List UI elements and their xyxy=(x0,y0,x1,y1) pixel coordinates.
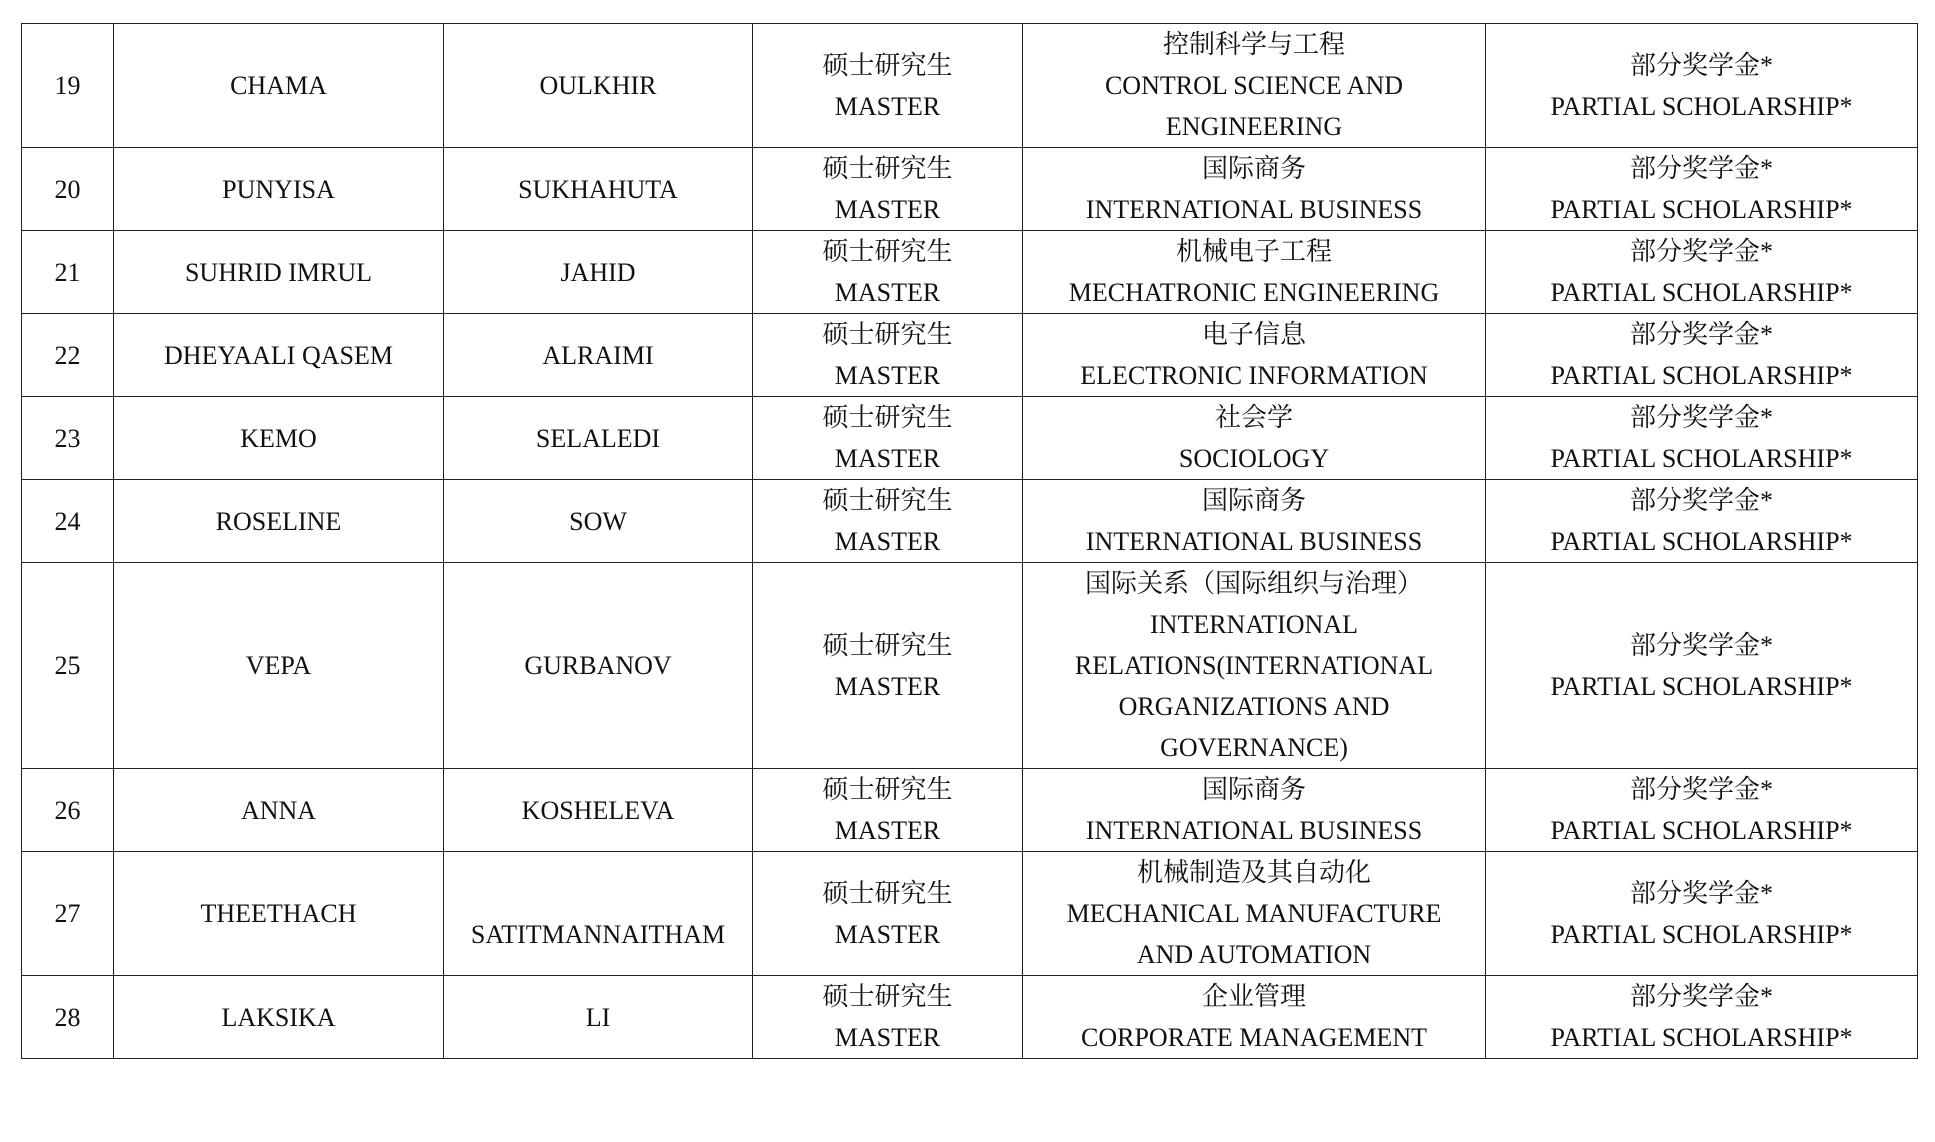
major-cell xyxy=(1023,976,1486,1059)
row-number-cell xyxy=(22,480,114,563)
scholarship-cell xyxy=(1486,852,1918,976)
scholarship-cell xyxy=(1486,769,1918,852)
degree-chinese: 硕士研究生 xyxy=(822,50,953,80)
table-row xyxy=(22,769,1918,852)
degree-english: MASTER xyxy=(834,91,941,121)
major-line: 国际商务 xyxy=(1201,486,1306,515)
row-number-cell xyxy=(22,148,114,231)
major-line: INTERNATIONAL BUSINESS xyxy=(1085,816,1423,845)
row-number: 28 xyxy=(54,1002,81,1032)
last-name-cell xyxy=(444,563,753,769)
degree-english: MASTER xyxy=(834,444,941,473)
degree-chinese: 硕士研究生 xyxy=(822,237,953,266)
last-name: OULKHIR xyxy=(539,71,657,100)
first-name-cell xyxy=(114,563,444,769)
major-line: ORGANIZATIONS AND xyxy=(1118,692,1390,721)
major-line: SOCIOLOGY xyxy=(1178,444,1330,473)
row-number-cell xyxy=(22,397,114,480)
scholarship-english: PARTIAL SCHOLARSHIP* xyxy=(1550,278,1853,307)
last-name: LI xyxy=(585,1002,611,1032)
first-name-cell xyxy=(114,148,444,231)
last-name: KOSHELEVA xyxy=(521,795,675,825)
row-number: 25 xyxy=(54,651,81,680)
first-name-cell xyxy=(114,976,444,1059)
major-line: ELECTRONIC INFORMATION xyxy=(1080,361,1428,390)
last-name: JAHID xyxy=(560,257,636,287)
degree-english: MASTER xyxy=(834,919,941,949)
row-number-cell xyxy=(22,769,114,852)
degree-chinese: 硕士研究生 xyxy=(822,775,953,804)
row-number: 24 xyxy=(54,506,81,536)
last-name-cell xyxy=(444,769,753,852)
scholarship-cell xyxy=(1486,231,1918,314)
major-cell xyxy=(1023,314,1486,397)
table-row xyxy=(22,24,1918,148)
major-cell xyxy=(1023,231,1486,314)
last-name-cell xyxy=(444,852,753,976)
row-number-cell xyxy=(22,852,114,976)
table-row xyxy=(22,314,1918,397)
degree-english: MASTER xyxy=(834,195,941,224)
table-row xyxy=(22,976,1918,1059)
last-name-cell xyxy=(444,976,753,1059)
degree-english: MASTER xyxy=(834,1023,941,1052)
scholarship-english: PARTIAL SCHOLARSHIP* xyxy=(1550,444,1853,473)
major-line: CONTROL SCIENCE AND xyxy=(1104,71,1404,100)
scholarship-table xyxy=(21,23,1918,1059)
degree-cell xyxy=(753,314,1023,397)
last-name-cell xyxy=(444,148,753,231)
major-cell xyxy=(1023,563,1486,769)
scholarship-chinese: 部分奖学金* xyxy=(1629,878,1773,908)
first-name-cell xyxy=(114,480,444,563)
degree-chinese: 硕士研究生 xyxy=(822,878,953,908)
table-row xyxy=(22,231,1918,314)
row-number-cell xyxy=(22,314,114,397)
row-number-cell xyxy=(22,976,114,1059)
degree-chinese: 硕士研究生 xyxy=(822,154,953,183)
scholarship-english: PARTIAL SCHOLARSHIP* xyxy=(1550,195,1853,224)
first-name: VEPA xyxy=(245,651,312,680)
scholarship-chinese: 部分奖学金* xyxy=(1629,403,1773,432)
first-name-cell xyxy=(114,852,444,976)
first-name: PUNYISA xyxy=(222,174,335,204)
degree-english: MASTER xyxy=(834,816,941,845)
row-number-cell xyxy=(22,563,114,769)
scholarship-chinese: 部分奖学金* xyxy=(1629,50,1773,80)
first-name: LAKSIKA xyxy=(221,1002,336,1032)
first-name: ROSELINE xyxy=(215,506,342,536)
scholarship-chinese: 部分奖学金* xyxy=(1629,320,1773,349)
first-name: SUHRID IMRUL xyxy=(184,257,373,287)
last-name-cell xyxy=(444,231,753,314)
major-cell xyxy=(1023,148,1486,231)
scholarship-cell xyxy=(1486,148,1918,231)
major-line: 机械制造及其自动化 xyxy=(1136,858,1371,887)
major-line: 社会学 xyxy=(1214,403,1293,432)
major-line: AND AUTOMATION xyxy=(1136,940,1372,969)
major-line: RELATIONS(INTERNATIONAL xyxy=(1074,651,1434,680)
major-line: 电子信息 xyxy=(1201,320,1306,349)
first-name-cell xyxy=(114,231,444,314)
major-line: INTERNATIONAL BUSINESS xyxy=(1085,527,1423,556)
major-cell xyxy=(1023,769,1486,852)
degree-chinese: 硕士研究生 xyxy=(822,982,953,1011)
scholarship-cell xyxy=(1486,480,1918,563)
scholarship-cell xyxy=(1486,314,1918,397)
scholarship-english: PARTIAL SCHOLARSHIP* xyxy=(1550,527,1853,556)
last-name-cell xyxy=(444,480,753,563)
first-name: THEETHACH xyxy=(200,899,357,928)
first-name: KEMO xyxy=(240,423,317,453)
first-name-cell xyxy=(114,397,444,480)
scholarship-chinese: 部分奖学金* xyxy=(1629,630,1773,660)
first-name-cell xyxy=(114,24,444,148)
degree-english: MASTER xyxy=(834,278,941,307)
last-name-cell xyxy=(444,314,753,397)
table-row xyxy=(22,563,1918,769)
degree-cell xyxy=(753,852,1023,976)
major-line: INTERNATIONAL xyxy=(1150,610,1358,639)
degree-english: MASTER xyxy=(834,527,941,556)
last-name: SUKHAHUTA xyxy=(518,174,678,204)
major-cell xyxy=(1023,24,1486,148)
last-name-cell xyxy=(444,397,753,480)
scholarship-english: PARTIAL SCHOLARSHIP* xyxy=(1550,671,1853,701)
last-name: SATITMANNAITHAM xyxy=(470,919,726,949)
row-number-cell xyxy=(22,231,114,314)
first-name: CHAMA xyxy=(230,71,327,100)
scholarship-english: PARTIAL SCHOLARSHIP* xyxy=(1550,361,1853,390)
major-line: 控制科学与工程 xyxy=(1162,30,1345,59)
last-name: ALRAIMI xyxy=(542,340,654,370)
first-name-cell xyxy=(114,769,444,852)
table-row xyxy=(22,397,1918,480)
first-name: DHEYAALI QASEM xyxy=(164,340,393,370)
degree-english: MASTER xyxy=(834,671,941,701)
degree-cell xyxy=(753,976,1023,1059)
major-line: CORPORATE MANAGEMENT xyxy=(1081,1023,1427,1052)
last-name: GURBANOV xyxy=(524,651,672,680)
degree-cell xyxy=(753,563,1023,769)
last-name-cell xyxy=(444,24,753,148)
row-number: 26 xyxy=(54,795,81,825)
row-number: 20 xyxy=(54,174,81,204)
table-row xyxy=(22,148,1918,231)
last-name: SOW xyxy=(569,506,627,536)
last-name: SELALEDI xyxy=(535,423,661,453)
major-line: 企业管理 xyxy=(1201,982,1306,1011)
scholarship-english: PARTIAL SCHOLARSHIP* xyxy=(1550,1023,1853,1052)
degree-cell xyxy=(753,769,1023,852)
major-line: ENGINEERING xyxy=(1165,112,1343,141)
major-cell xyxy=(1023,852,1486,976)
degree-chinese: 硕士研究生 xyxy=(822,486,953,515)
scholarship-english: PARTIAL SCHOLARSHIP* xyxy=(1550,919,1853,949)
scholarship-chinese: 部分奖学金* xyxy=(1629,775,1773,804)
degree-cell xyxy=(753,397,1023,480)
first-name: ANNA xyxy=(240,795,317,825)
major-cell xyxy=(1023,397,1486,480)
degree-cell xyxy=(753,231,1023,314)
scholarship-chinese: 部分奖学金* xyxy=(1629,486,1773,515)
row-number: 22 xyxy=(54,340,81,370)
row-number: 27 xyxy=(54,899,81,928)
table-body xyxy=(22,24,1918,1059)
degree-chinese: 硕士研究生 xyxy=(822,320,953,349)
scholarship-chinese: 部分奖学金* xyxy=(1629,237,1773,266)
scholarship-english: PARTIAL SCHOLARSHIP* xyxy=(1550,91,1853,121)
major-line: 国际商务 xyxy=(1201,775,1306,804)
scholarship-cell xyxy=(1486,563,1918,769)
degree-chinese: 硕士研究生 xyxy=(822,403,953,432)
table-row xyxy=(22,852,1918,976)
scholarship-chinese: 部分奖学金* xyxy=(1629,154,1773,183)
major-line: MECHANICAL MANUFACTURE xyxy=(1066,899,1442,928)
degree-cell xyxy=(753,480,1023,563)
row-number: 19 xyxy=(54,71,81,100)
degree-cell xyxy=(753,24,1023,148)
scholarship-chinese: 部分奖学金* xyxy=(1629,982,1773,1011)
major-cell xyxy=(1023,480,1486,563)
scholarship-cell xyxy=(1486,24,1918,148)
table-row xyxy=(22,480,1918,563)
major-line: GOVERNANCE) xyxy=(1160,733,1348,762)
major-line: INTERNATIONAL BUSINESS xyxy=(1085,195,1423,224)
major-line: 国际关系（国际组织与治理） xyxy=(1084,569,1423,598)
first-name-cell xyxy=(114,314,444,397)
major-line: 机械电子工程 xyxy=(1175,237,1332,266)
row-number-cell xyxy=(22,24,114,148)
row-number: 21 xyxy=(54,257,81,287)
row-number: 23 xyxy=(54,423,81,453)
scholarship-cell xyxy=(1486,397,1918,480)
degree-cell xyxy=(753,148,1023,231)
scholarship-cell xyxy=(1486,976,1918,1059)
scholarship-list-sheet xyxy=(21,23,1917,1059)
scholarship-english: PARTIAL SCHOLARSHIP* xyxy=(1550,816,1853,845)
major-line: MECHATRONIC ENGINEERING xyxy=(1068,278,1440,307)
degree-english: MASTER xyxy=(834,361,941,390)
degree-chinese: 硕士研究生 xyxy=(822,630,953,660)
major-line: 国际商务 xyxy=(1201,154,1306,183)
